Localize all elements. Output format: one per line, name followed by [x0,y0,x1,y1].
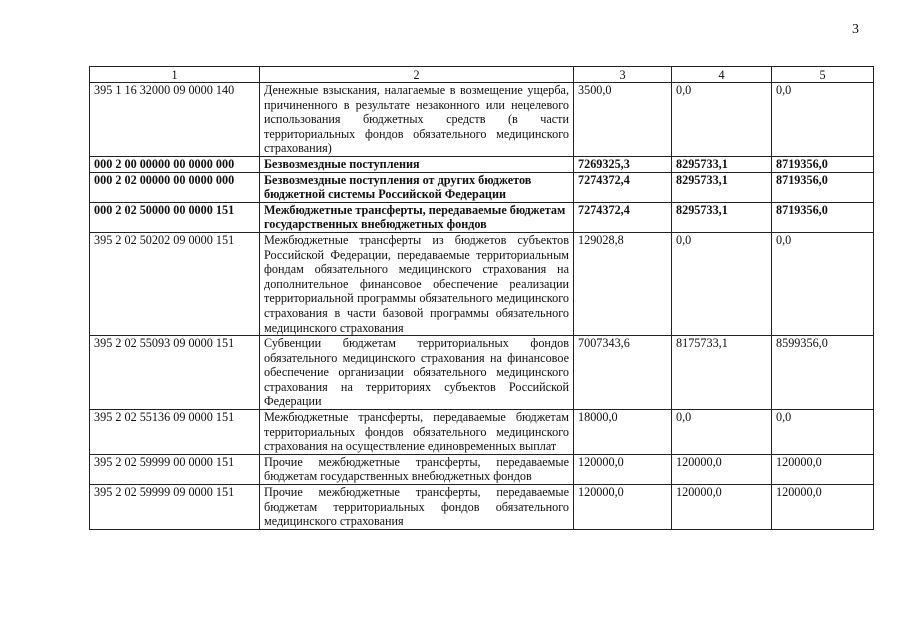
table-row [90,202,874,232]
value-col5-cell: 0,0 [772,83,874,157]
value-col5-cell: 8719356,0 [772,202,874,232]
item-name-cell: Безвозмездные поступления от других бюджетов бюджетной системы Российской Федерации [260,172,574,202]
budget-code-cell: 395 2 02 59999 00 0000 151 [90,454,260,484]
value-col4-cell: 0,0 [672,83,772,157]
table-row [90,454,874,484]
table-row [90,410,874,455]
value-col5-cell: 8599356,0 [772,336,874,410]
value-col5-cell: 120000,0 [772,485,874,530]
table-row [90,156,874,172]
header-row [90,67,874,83]
value-col4-cell: 8295733,1 [672,172,772,202]
value-col5-cell: 8719356,0 [772,156,874,172]
table-row [90,336,874,410]
value-col3-cell: 120000,0 [574,454,672,484]
item-name-cell: Прочие межбюджетные трансферты, передаваемые бюджетам государственных внебюджетных фондов [260,454,574,484]
value-col3-cell: 7007343,6 [574,336,672,410]
value-col4-cell: 120000,0 [672,454,772,484]
budget-code-cell: 000 2 02 00000 00 0000 000 [90,172,260,202]
column-header-1: 1 [90,67,260,83]
item-name-cell: Прочие межбюджетные трансферты, передаваемые бюджетам территориальных фондов обязательного медицинского страхования [260,485,574,530]
table-body [90,83,874,530]
column-header-2: 2 [260,67,574,83]
value-col5-cell: 0,0 [772,410,874,455]
page-number: 3 [852,22,859,37]
value-col3-cell: 18000,0 [574,410,672,455]
item-name-cell: Межбюджетные трансферты из бюджетов субъектов Российской Федерации, передаваемые территориальным фондам обязательного медицинского страхования на дополнительное финансовое обеспечение реализации территориальной программы обязательного медицинского страхования в части базовой программы обязательного медицинского страхования [260,232,574,335]
table-row [90,83,874,157]
item-name-cell: Безвозмездные поступления [260,156,574,172]
value-col3-cell: 120000,0 [574,485,672,530]
budget-code-cell: 395 2 02 55136 09 0000 151 [90,410,260,455]
budget-code-cell: 000 2 02 50000 00 0000 151 [90,202,260,232]
value-col4-cell: 120000,0 [672,485,772,530]
value-col5-cell: 120000,0 [772,454,874,484]
item-name-cell: Денежные взыскания, налагаемые в возмещение ущерба, причиненного в результате незаконного или нецелевого использования бюджетных средств (в части территориальных фондов обязательного медицинского страхования) [260,83,574,157]
value-col3-cell: 129028,8 [574,232,672,335]
value-col3-cell: 7274372,4 [574,202,672,232]
item-name-cell: Межбюджетные трансферты, передаваемые бюджетам территориальных фондов обязательного медицинского страхования на осуществление единовременных выплат [260,410,574,455]
item-name-cell: Межбюджетные трансферты, передаваемые бюджетам государственных внебюджетных фондов [260,202,574,232]
table-row [90,485,874,530]
budget-code-cell: 395 2 02 59999 09 0000 151 [90,485,260,530]
budget-code-cell: 395 2 02 50202 09 0000 151 [90,232,260,335]
value-col3-cell: 3500,0 [574,83,672,157]
value-col3-cell: 7269325,3 [574,156,672,172]
table-row [90,232,874,335]
budget-code-cell: 395 1 16 32000 09 0000 140 [90,83,260,157]
budget-code-cell: 000 2 00 00000 00 0000 000 [90,156,260,172]
value-col4-cell: 0,0 [672,410,772,455]
item-name-cell: Субвенции бюджетам территориальных фондов обязательного медицинского страхования на финансовое обеспечение организации обязательного медицинского страхования на территориях субъектов Российской Федерации [260,336,574,410]
budget-code-cell: 395 2 02 55093 09 0000 151 [90,336,260,410]
value-col5-cell: 0,0 [772,232,874,335]
value-col4-cell: 8175733,1 [672,336,772,410]
budget-table [89,66,874,530]
value-col3-cell: 7274372,4 [574,172,672,202]
table-row [90,172,874,202]
value-col4-cell: 8295733,1 [672,156,772,172]
column-header-5: 5 [772,67,874,83]
value-col5-cell: 8719356,0 [772,172,874,202]
value-col4-cell: 0,0 [672,232,772,335]
column-header-3: 3 [574,67,672,83]
column-header-4: 4 [672,67,772,83]
value-col4-cell: 8295733,1 [672,202,772,232]
